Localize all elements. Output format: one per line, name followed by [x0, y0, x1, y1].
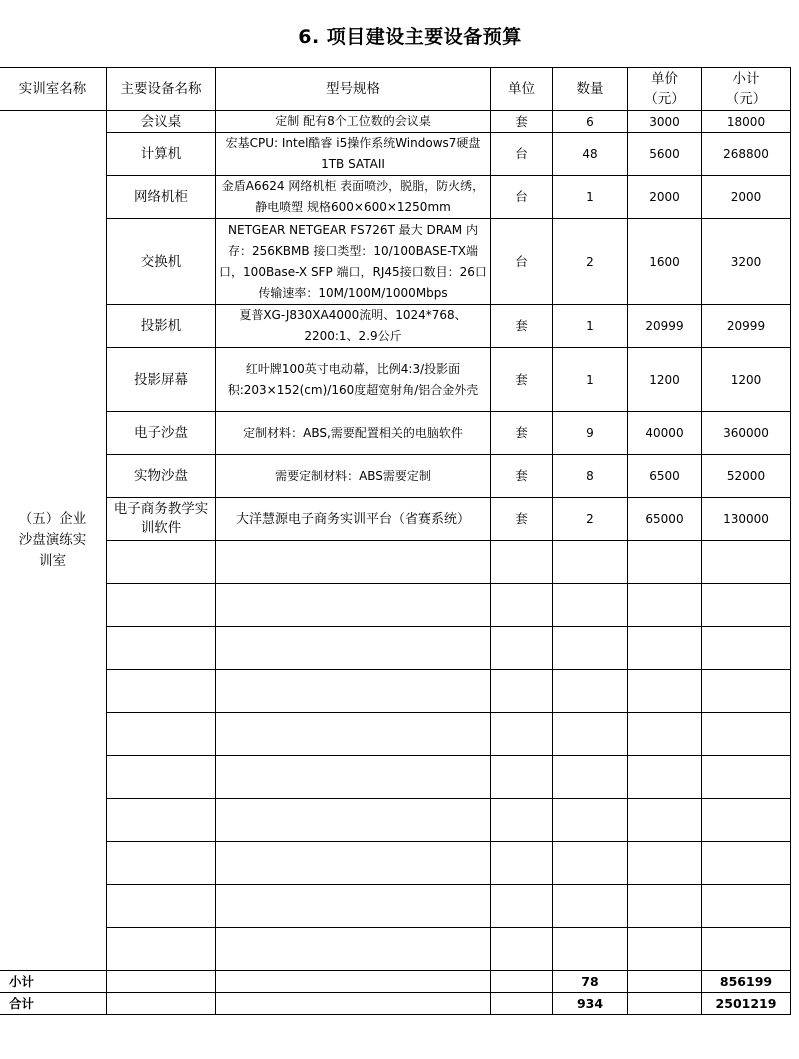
device-name: 网络机柜 — [107, 176, 216, 219]
header-unit: 单位 — [491, 68, 553, 111]
device-spec: 大洋慧源电子商务实训平台（省赛系统） — [216, 498, 491, 541]
subtotal-label: 小计 — [0, 971, 107, 993]
total-row — [0, 993, 791, 1015]
table-row — [0, 133, 791, 176]
device-unit: 套 — [491, 498, 553, 541]
device-name: 会议桌 — [107, 111, 216, 133]
device-name: 投影屏幕 — [107, 348, 216, 412]
device-subtotal: 130000 — [702, 498, 791, 541]
header-room: 实训室名称 — [0, 68, 107, 111]
device-qty: 8 — [553, 455, 628, 498]
device-price: 65000 — [628, 498, 702, 541]
table-row — [0, 176, 791, 219]
empty-row — [0, 756, 791, 799]
table-row — [0, 348, 791, 412]
device-name: 电子沙盘 — [107, 412, 216, 455]
empty-row — [0, 627, 791, 670]
room-name-cell: （五）企业沙盘演练实训室 — [0, 111, 107, 971]
device-subtotal: 52000 — [702, 455, 791, 498]
device-unit: 套 — [491, 348, 553, 412]
device-name: 电子商务教学实训软件 — [107, 498, 216, 541]
header-row — [0, 68, 791, 111]
table-row — [0, 111, 791, 133]
subtotal-row — [0, 971, 791, 993]
device-subtotal: 20999 — [702, 305, 791, 348]
table-row — [0, 219, 791, 305]
header-qty: 数量 — [553, 68, 628, 111]
device-spec: 宏基CPU: Intel酷睿 i5操作系统Windows7硬盘1TB SATAII — [216, 133, 491, 176]
device-qty: 2 — [553, 498, 628, 541]
empty-row — [0, 670, 791, 713]
device-price: 5600 — [628, 133, 702, 176]
empty-row — [0, 713, 791, 756]
device-subtotal: 2000 — [702, 176, 791, 219]
device-subtotal: 1200 — [702, 348, 791, 412]
table-row — [0, 498, 791, 541]
device-qty: 48 — [553, 133, 628, 176]
page-title: 6. 项目建设主要设备预算 — [298, 26, 522, 48]
total-label: 合计 — [0, 993, 107, 1015]
table-row — [0, 412, 791, 455]
header-price: 单价（元） — [628, 68, 702, 111]
device-unit: 台 — [491, 133, 553, 176]
device-qty: 1 — [553, 305, 628, 348]
device-spec: NETGEAR NETGEAR FS726T 最大 DRAM 内存：256KBMB 接口类型：10/100BASE-TX端口，100Base-X SFP 端口，RJ45接口数目：26口传输速率：10M/100M/1000Mbps — [216, 219, 491, 305]
device-subtotal: 3200 — [702, 219, 791, 305]
header-device: 主要设备名称 — [107, 68, 216, 111]
device-price: 40000 — [628, 412, 702, 455]
device-spec: 红叶牌100英寸电动幕，比例4:3/投影面积:203×152(cm)/160度超宽射角/铝合金外壳 — [216, 348, 491, 412]
device-subtotal: 268800 — [702, 133, 791, 176]
device-qty: 1 — [553, 176, 628, 219]
table-row — [0, 305, 791, 348]
device-qty: 6 — [553, 111, 628, 133]
device-price: 1600 — [628, 219, 702, 305]
empty-row — [0, 885, 791, 928]
device-subtotal: 360000 — [702, 412, 791, 455]
total-amount: 2501219 — [702, 993, 791, 1015]
total-qty: 934 — [553, 993, 628, 1015]
header-spec: 型号规格 — [216, 68, 491, 111]
budget-table — [0, 67, 791, 1015]
device-spec: 定制材料：ABS,需要配置相关的电脑软件 — [216, 412, 491, 455]
empty-row — [0, 541, 791, 584]
device-unit: 台 — [491, 219, 553, 305]
empty-row — [0, 842, 791, 885]
device-unit: 套 — [491, 455, 553, 498]
empty-row — [0, 928, 791, 971]
header-subtotal: 小计（元） — [702, 68, 791, 111]
subtotal-amount: 856199 — [702, 971, 791, 993]
device-spec: 需要定制材料：ABS需要定制 — [216, 455, 491, 498]
device-unit: 套 — [491, 111, 553, 133]
device-qty: 2 — [553, 219, 628, 305]
device-qty: 1 — [553, 348, 628, 412]
device-price: 3000 — [628, 111, 702, 133]
device-price: 6500 — [628, 455, 702, 498]
device-price: 1200 — [628, 348, 702, 412]
device-name: 投影机 — [107, 305, 216, 348]
device-price: 20999 — [628, 305, 702, 348]
device-name: 实物沙盘 — [107, 455, 216, 498]
device-spec: 金盾A6624 网络机柜 表面喷沙，脱脂，防火绣，静电喷塑 规格600×600×1250mm — [216, 176, 491, 219]
device-spec: 夏普XG-J830XA4000流明、1024*768、2200:1、2.9公斤 — [216, 305, 491, 348]
device-name: 计算机 — [107, 133, 216, 176]
empty-row — [0, 799, 791, 842]
empty-row — [0, 584, 791, 627]
device-name: 交换机 — [107, 219, 216, 305]
table-row — [0, 455, 791, 498]
device-subtotal: 18000 — [702, 111, 791, 133]
device-price: 2000 — [628, 176, 702, 219]
device-unit: 套 — [491, 412, 553, 455]
subtotal-qty: 78 — [553, 971, 628, 993]
device-unit: 台 — [491, 176, 553, 219]
device-spec: 定制 配有8个工位数的会议桌 — [216, 111, 491, 133]
device-unit: 套 — [491, 305, 553, 348]
device-qty: 9 — [553, 412, 628, 455]
